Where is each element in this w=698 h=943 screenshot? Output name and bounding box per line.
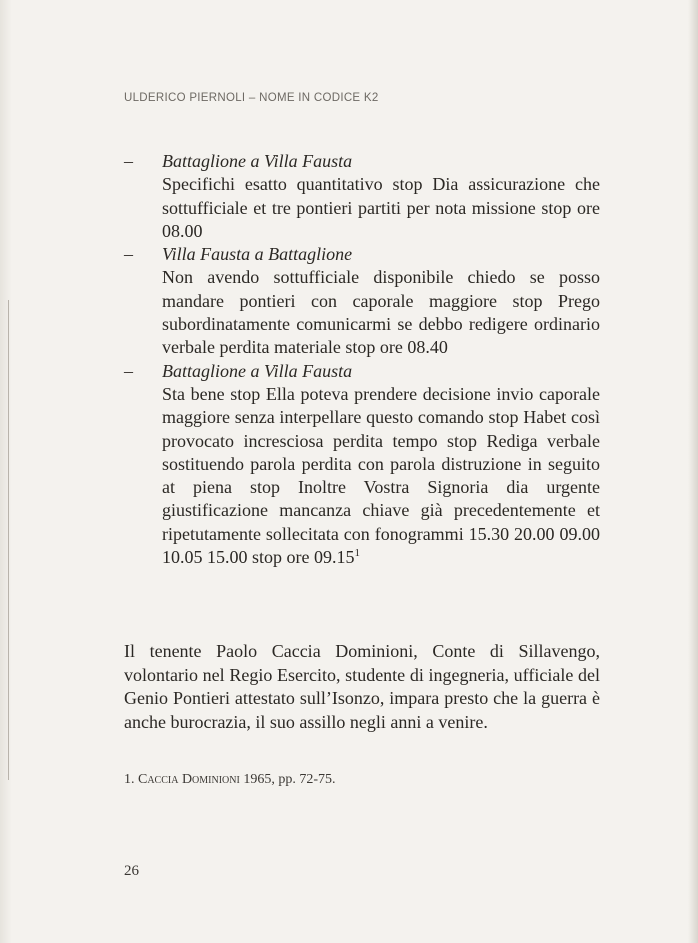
footnote (124, 772, 336, 788)
entry-header: Battaglione a Villa Fausta (162, 360, 353, 381)
telegram-dialogue (124, 150, 600, 569)
entry-dash: – (124, 244, 133, 265)
entry-header: Battaglione a Villa Fausta (162, 151, 353, 171)
entry-text (162, 383, 600, 569)
entry-header: Villa Fausta a Battaglione (162, 244, 353, 265)
page-edge-right (688, 0, 698, 943)
gutter-line (8, 300, 9, 780)
footnote-reference[interactable]: 1 (354, 547, 360, 560)
page-number: 26 (124, 863, 139, 879)
dialogue-entry (124, 243, 600, 359)
footnote-author: Caccia Dominioni (138, 772, 240, 787)
entry-text: Specifichi esatto quantitativo stop Dia assicurazione che sottufficiale et tre pontieri partiti per nota missione stop ore 08.00 (162, 174, 600, 241)
entry-text: Non avendo sottufficiale disponibile chiedo se posso mandare pontieri con caporale maggiore stop Prego subordinatamente comunicarmi se debbo redigere ordinario verbale perdita materiale stop ore 08.40 (162, 267, 600, 358)
footnote-citation: 1965, pp. 72-75. (243, 772, 336, 787)
body-paragraph: Il tenente Paolo Caccia Dominioni, Conte di Sillavengo, volontario nel Regio Esercito, studente di ingegneria, ufficiale del Genio Pontieri attestato sull’Isonzo, impara presto che la guerra è anche burocrazia, il suo assillo negli anni a venire. (124, 641, 600, 732)
entry-text-body: Sta bene stop Ella poteva prendere decisione invio caporale maggiore senza interpellare questo comando stop Habet così provocato incresciosa perdita tempo stop Rediga verbale sostituendo parola perdita con parola distruzione in seguito at piena stop Inoltre Vostra Signoria dia urgente giustificazione mancanza chiave già precedentemente et ripetutamente sollecitata con fonogrammi 15.30 20.00 09.00 10.05 15.00 stop ore 09.15 (162, 383, 600, 568)
dialogue-entry (124, 360, 600, 570)
entry-dash: – (124, 151, 133, 171)
page-edge-left (0, 0, 12, 943)
dialogue-entry (124, 150, 600, 243)
running-head: ULDERICO PIERNOLI – NOME IN CODICE K2 (124, 92, 379, 104)
footnote-number: 1. (124, 772, 135, 787)
entry-dash: – (124, 360, 133, 381)
